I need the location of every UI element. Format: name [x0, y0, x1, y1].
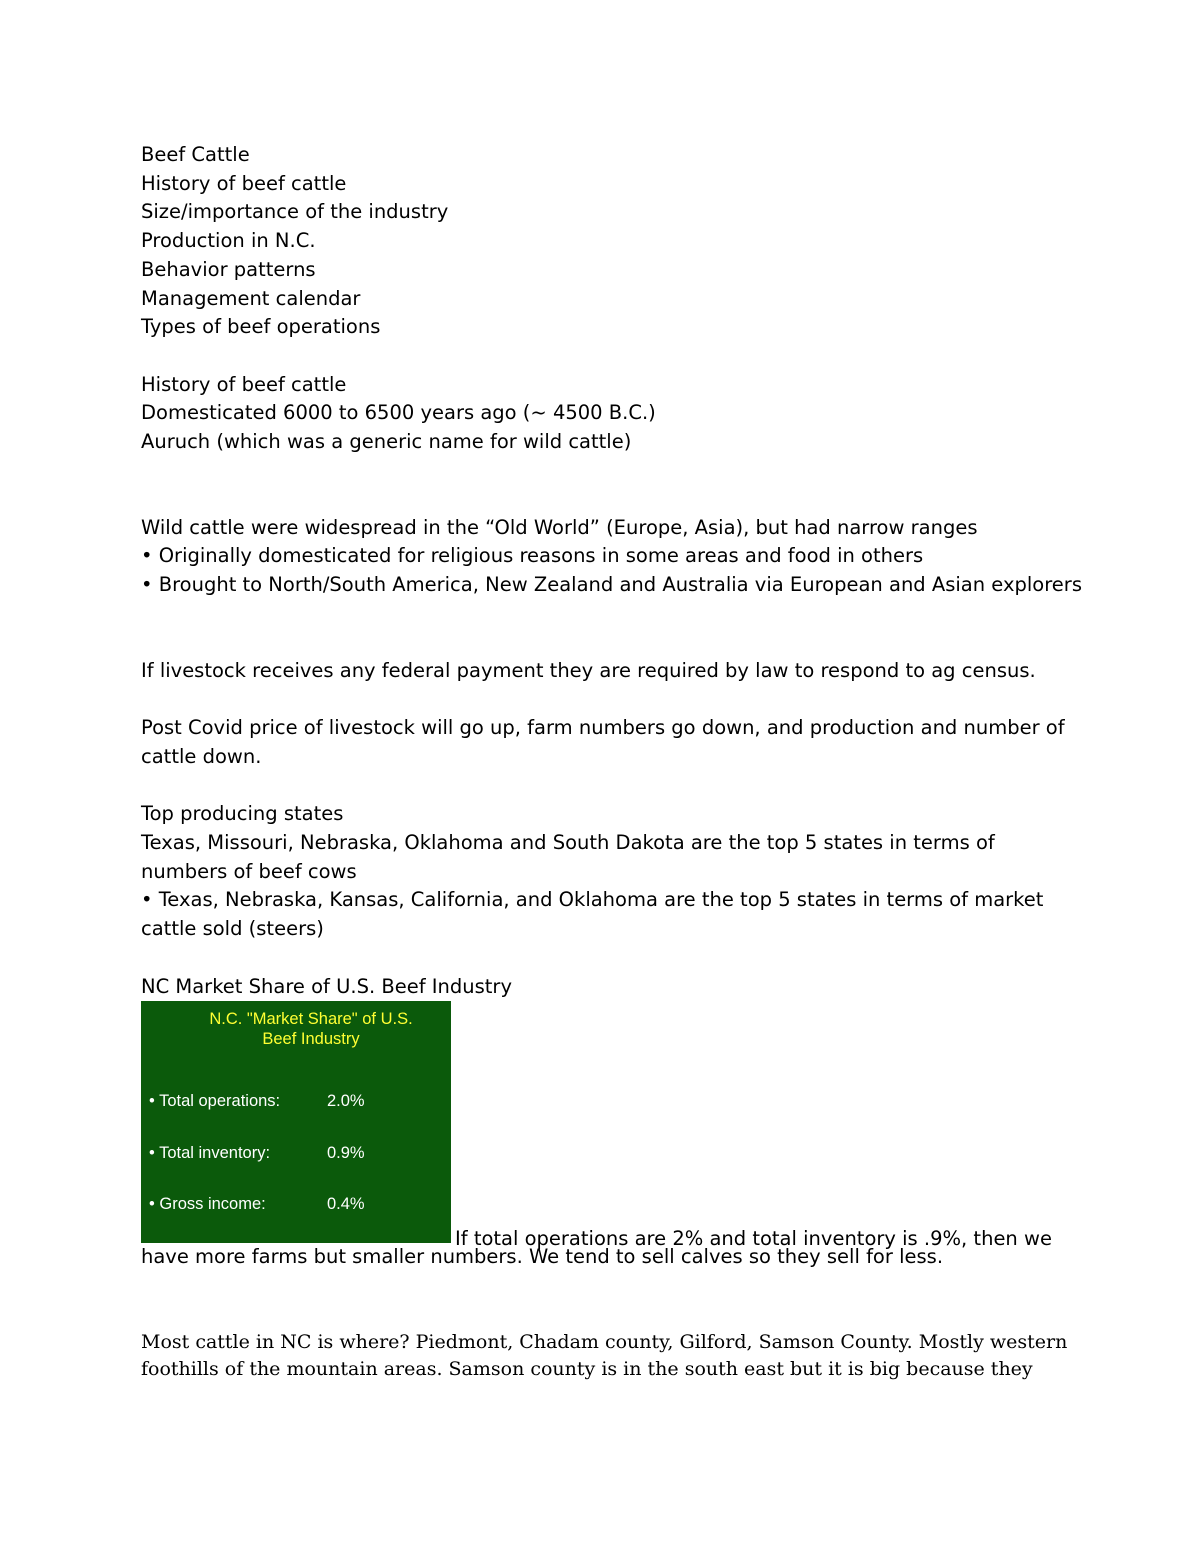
- covid-text: Post Covid price of livestock will go up, farm numbers go down, and production and number of cattle down.: [141, 716, 1065, 768]
- slide-item-value: 0.4%: [327, 1195, 365, 1214]
- history-text: Domesticated 6000 to 6500 years ago (~ 4500 B.C.): [141, 401, 656, 425]
- section-heading-market-share: NC Market Share of U.S. Beef Industry: [141, 974, 512, 998]
- outline-item: Size/importance of the industry: [141, 200, 449, 224]
- wild-cattle-text: Wild cattle were widespread in the “Old World” (Europe, Asia), but had narrow ranges: [141, 515, 978, 539]
- document-title: Beef Cattle: [141, 143, 250, 166]
- spacer: [141, 1272, 1071, 1329]
- market-share-row: [141, 1001, 1071, 1251]
- outline-item: History of beef cattle: [141, 171, 347, 195]
- outline-item: Management calendar: [141, 286, 361, 310]
- spacer: [141, 772, 1071, 801]
- outline-item: Production in N.C.: [141, 229, 316, 253]
- slide-item-label: • Total operations:: [149, 1092, 281, 1111]
- location-text: foothills of the mountain areas. Samson county is in the south east but it is big because they: [141, 1358, 1033, 1381]
- section-heading-history: History of beef cattle: [141, 372, 347, 396]
- slide-item-gross-income: [149, 1194, 365, 1214]
- slide-item-total-inventory: [149, 1143, 365, 1163]
- spacer: [141, 457, 1071, 514]
- top-states-text: Texas, Missouri, Nebraska, Oklahoma and South Dakota are the top 5 states in terms of numbers of beef cows: [141, 831, 995, 883]
- document-body: [141, 141, 1082, 1384]
- slide-title: [141, 1009, 481, 1049]
- history-text: Auruch (which was a generic name for wild cattle): [141, 430, 632, 454]
- slide-title-line: Beef Industry: [262, 1030, 360, 1049]
- slide-item-label: • Gross income:: [149, 1195, 266, 1214]
- bullet-item: • Texas, Nebraska, Kansas, California, and Oklahoma are the top 5 states in terms of market cattle sold (steers): [141, 888, 1044, 941]
- market-share-note: If total operations are 2% and total inventory is .9%, then we: [455, 1227, 1052, 1251]
- section-heading-top-states: Top producing states: [141, 802, 344, 826]
- outline-item: Behavior patterns: [141, 257, 316, 281]
- slide-item-value: 2.0%: [327, 1092, 365, 1111]
- spacer: [141, 600, 1071, 657]
- bullet-item: • Brought to North/South America, New Zealand and Australia via European and Asian explorers: [141, 573, 1082, 597]
- slide-title-line: N.C. "Market Share" of U.S.: [209, 1010, 413, 1029]
- census-text: If livestock receives any federal payment they are required by law to respond to ag census.: [141, 658, 1036, 682]
- spacer: [141, 342, 1071, 371]
- location-text: Most cattle in NC is where? Piedmont, Chadam county, Gilford, Samson County. Mostly western: [141, 1330, 1068, 1353]
- bullet-item: • Originally domesticated for religious reasons in some areas and food in others: [141, 544, 924, 568]
- slide-item-total-operations: [149, 1091, 365, 1111]
- spacer: [141, 686, 1071, 715]
- spacer: [141, 944, 1071, 973]
- slide-item-label: • Total inventory:: [149, 1144, 271, 1163]
- market-share-note: have more farms but smaller numbers. We tend to sell calves so they sell for less.: [141, 1245, 944, 1269]
- slide-item-value: 0.9%: [327, 1144, 365, 1163]
- market-share-slide-image: [141, 1001, 451, 1243]
- outline-item: Types of beef operations: [141, 315, 381, 339]
